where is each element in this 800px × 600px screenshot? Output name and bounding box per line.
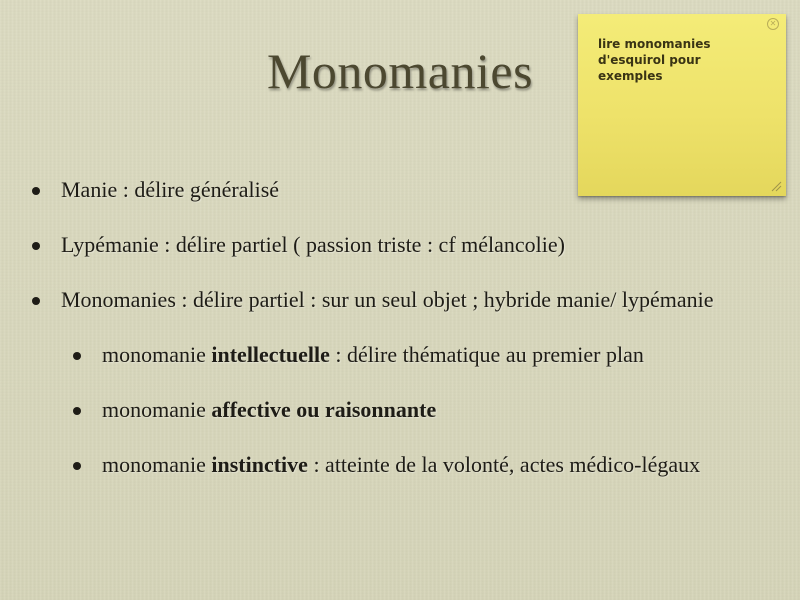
sticky-note-line: d'esquirol pour exemples [598,53,701,83]
sub-bullet-item [30,340,760,370]
bullet-item [30,285,760,315]
close-icon[interactable]: ✕ [767,18,779,30]
sub-bullet-item [30,450,760,480]
bullet-text: Lypémanie : délire partiel ( passion triste : cf mélancolie) [61,232,565,257]
sub-bullet-prefix: monomanie [102,342,212,367]
sticky-note-text[interactable] [598,36,768,84]
sub-bullet-prefix: monomanie [102,397,212,422]
bullet-list [30,175,760,505]
bullet-dot-icon [73,462,81,470]
resize-grip-icon[interactable] [770,180,782,192]
bullet-dot-icon [73,352,81,360]
sub-bullet-suffix: : délire thématique au premier plan [329,342,644,367]
bullet-text: Manie : délire généralisé [61,177,280,202]
bullet-text: Monomanies : délire partiel : sur un seul objet ; hybride manie/ lypémanie [61,287,714,312]
sub-bullet-bold: instinctive [211,452,308,477]
sub-bullet-bold: affective ou raisonnante [211,397,437,422]
sub-bullet-suffix: : atteinte de la volonté, actes médico-légaux [307,452,701,477]
slide-title: Monomanies [266,43,534,99]
sub-bullet-bold: intellectuelle [211,342,330,367]
bullet-item [30,230,760,260]
sub-bullet-item [30,395,760,425]
sticky-note-line: lire monomanies [598,37,711,51]
bullet-dot-icon [32,242,40,250]
sub-bullet-prefix: monomanie [102,452,212,477]
bullet-dot-icon [73,407,81,415]
bullet-dot-icon [32,297,40,305]
sticky-note[interactable] [578,14,786,196]
bullet-dot-icon [32,187,40,195]
